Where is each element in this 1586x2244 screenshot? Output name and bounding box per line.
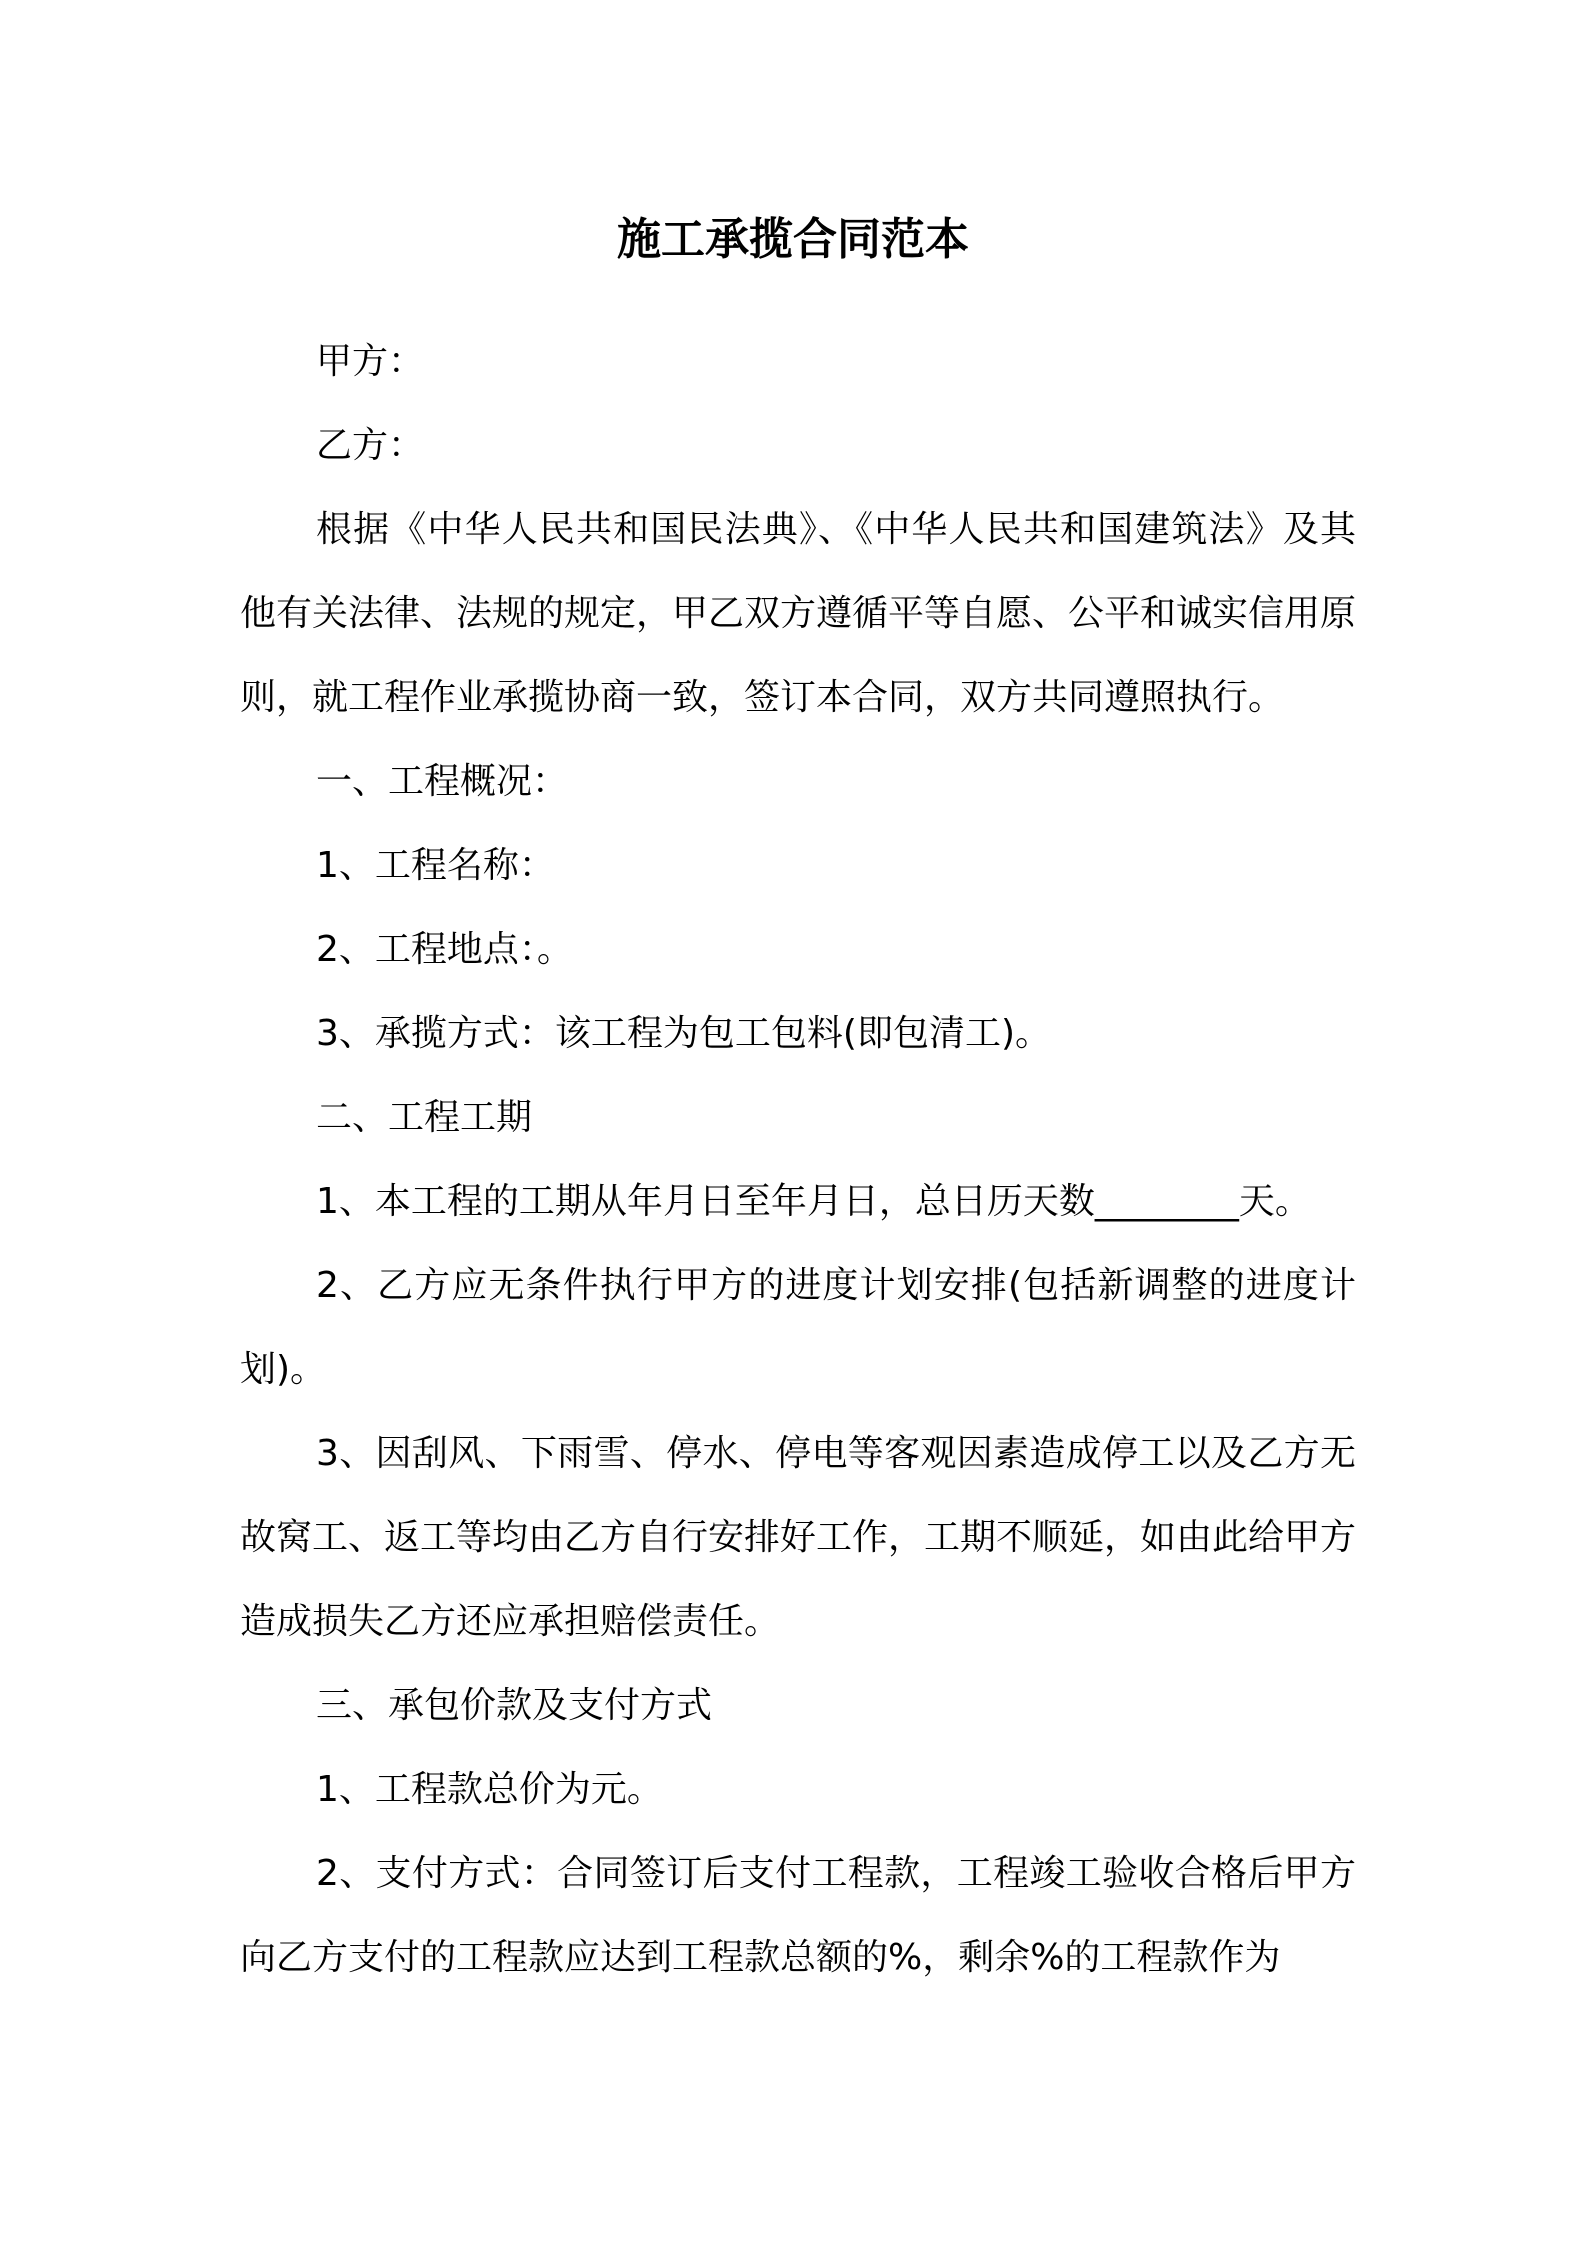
preamble-paragraph: 根据《中华人民共和国民法典》、《中华人民共和国建筑法》及其他有关法律、法规的规定，甲乙双方遵循平等自愿、公平和诚实信用原则，就工程作业承揽协商一致，签订本合同，双方共同遵照执行。 [240, 509, 1357, 718]
section-heading-price-payment: 三、承包价款及支付方式 [316, 1685, 713, 1726]
clause-duration: 1、本工程的工期从年月日至年月日，总日历天数________天。 [316, 1181, 1311, 1222]
clause-payment-method: 2、支付方式：合同签订后支付工程款，工程竣工验收合格后甲方向乙方支付的工程款应达到工程款总额的%，剩余%的工程款作为 [240, 1853, 1356, 1978]
clause-project-location: 2、工程地点：。 [316, 929, 573, 970]
document-body [240, 320, 1356, 2000]
clause-delay-responsibility: 3、因刮风、下雨雪、停水、停电等客观因素造成停工以及乙方无故窝工、返工等均由乙方自行安排好工作，工期不顺延，如由此给甲方造成损失乙方还应承担赔偿责任。 [240, 1433, 1357, 1642]
document-title: 施工承揽合同范本 [617, 214, 969, 265]
clause-contract-method: 3、承揽方式：该工程为包工包料(即包清工)。 [316, 1013, 1051, 1054]
clause-total-price: 1、工程款总价为元。 [316, 1769, 663, 1810]
section-heading-schedule: 二、工程工期 [316, 1097, 533, 1138]
clause-project-name: 1、工程名称： [316, 845, 555, 886]
section-heading-project-overview: 一、工程概况： [316, 761, 569, 802]
party-b-line: 乙方： [316, 425, 425, 466]
clause-schedule-compliance: 2、乙方应无条件执行甲方的进度计划安排(包括新调整的进度计划)。 [240, 1265, 1356, 1390]
party-a-line: 甲方： [316, 341, 425, 382]
